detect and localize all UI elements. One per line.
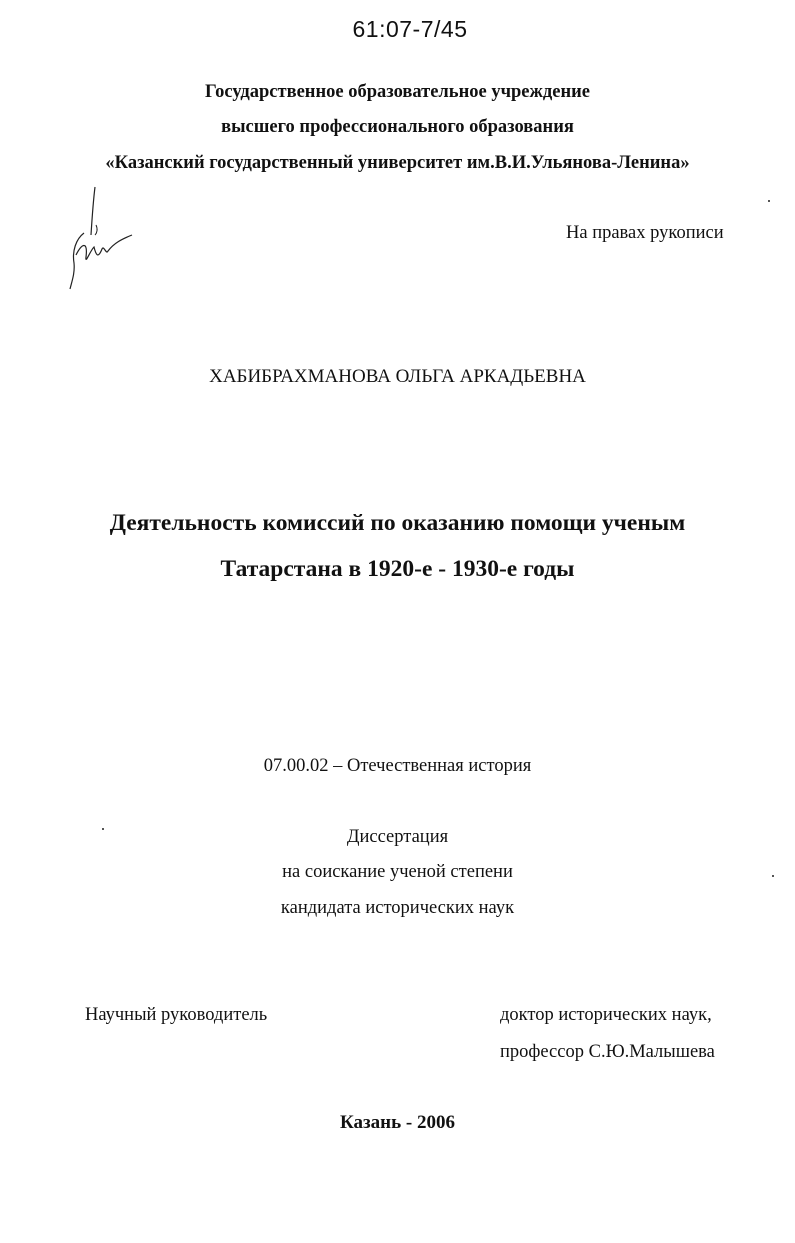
advisor-name: профессор С.Ю.Малышева	[500, 1042, 715, 1062]
dissertation-title-line-1: Деятельность комиссий по оказанию помощи ученым	[109, 510, 686, 536]
degree-purpose: на соискание ученой степени	[282, 862, 513, 882]
rights-note: На правах рукописи	[566, 223, 724, 243]
scan-speck	[768, 200, 770, 202]
signature-image	[62, 185, 134, 293]
advisor-label: Научный руководитель	[85, 1005, 268, 1025]
advisor-rank: доктор исторических наук,	[500, 1005, 712, 1025]
degree-name: кандидата исторических наук	[280, 898, 515, 918]
city-year: Казань - 2006	[340, 1112, 455, 1133]
specialty-code: 07.00.02 – Отечественная история	[263, 756, 532, 776]
dissertation-title-line-2: Татарстана в 1920-е - 1930-е годы	[220, 556, 575, 582]
author-name: ХАБИБРАХМАНОВА ОЛЬГА АРКАДЬЕВНА	[209, 366, 586, 387]
scan-speck	[772, 875, 774, 877]
scan-speck	[102, 828, 104, 830]
archive-code: 61:07-7/45	[352, 16, 468, 42]
institution-line-2: высшего профессионального образования	[221, 117, 574, 137]
institution-line-3: «Казанский государственный университет им.В.И.Ульянова-Ленина»	[105, 153, 690, 173]
dissertation-type: Диссертация	[346, 827, 449, 847]
institution-line-1: Государственное образовательное учреждение	[204, 82, 591, 102]
